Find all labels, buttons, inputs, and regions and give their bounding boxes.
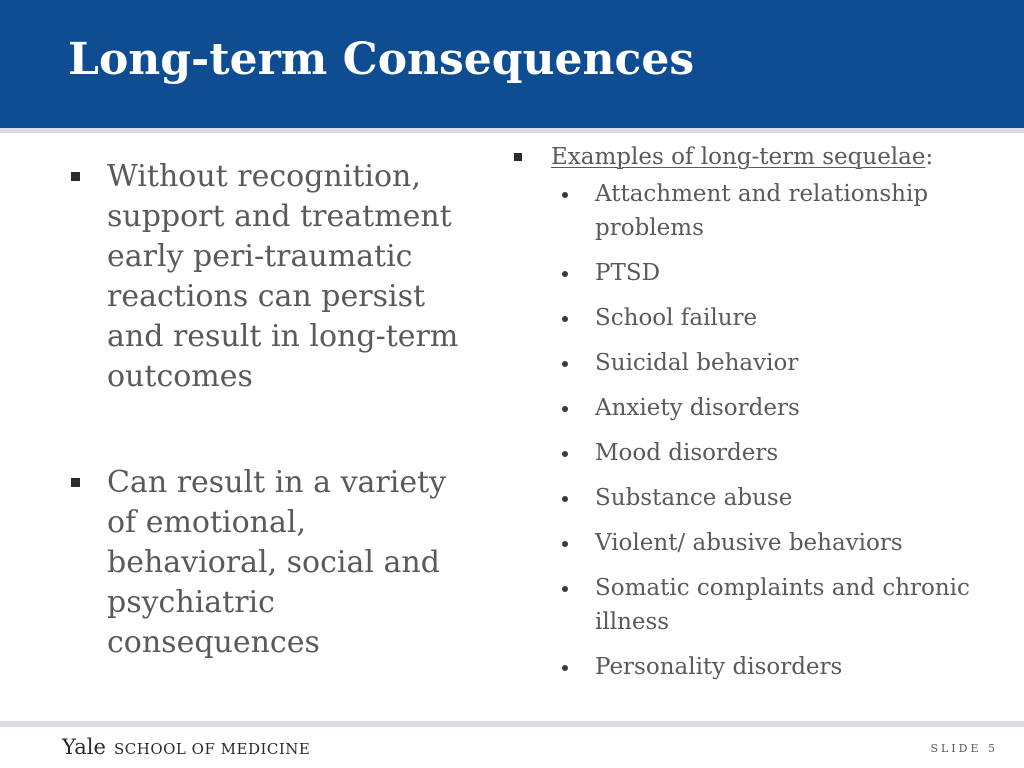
square-bullet-icon xyxy=(514,153,522,161)
list-item xyxy=(512,526,1012,560)
square-bullet-icon xyxy=(71,172,80,181)
examples-heading xyxy=(512,139,1012,175)
list-item xyxy=(512,650,1012,684)
square-bullet-icon xyxy=(71,478,80,487)
list-item-text: Anxiety disorders xyxy=(595,395,800,421)
slide-number: SLIDE 5 xyxy=(930,742,998,755)
logo-yale-wordmark: Yale xyxy=(62,735,106,759)
round-bullet-icon xyxy=(562,316,568,322)
examples-heading-colon: : xyxy=(925,144,934,170)
left-bullet-item xyxy=(70,463,480,663)
sequelae-list xyxy=(512,177,1012,684)
round-bullet-icon xyxy=(562,496,568,502)
list-item xyxy=(512,391,1012,425)
round-bullet-icon xyxy=(562,406,568,412)
list-item-text: Personality disorders xyxy=(595,654,843,680)
list-item-text: Suicidal behavior xyxy=(595,350,799,376)
footer-divider xyxy=(0,721,1024,727)
left-bullet-text: Without recognition, support and treatment early peri-traumatic reactions can persist and result in long-term outcomes xyxy=(107,159,459,394)
list-item-text: Substance abuse xyxy=(595,485,793,511)
left-bullet-item xyxy=(70,157,480,397)
round-bullet-icon xyxy=(562,665,568,671)
examples-heading-text: Examples of long-term sequelae xyxy=(551,144,926,170)
round-bullet-icon xyxy=(562,451,568,457)
round-bullet-icon xyxy=(562,586,568,592)
list-item-text: Violent/ abusive behaviors xyxy=(595,530,903,556)
list-item xyxy=(512,346,1012,380)
list-item xyxy=(512,436,1012,470)
title-bar xyxy=(0,0,1024,128)
list-item xyxy=(512,177,1012,245)
logo-school-text: SCHOOL OF MEDICINE xyxy=(114,740,311,758)
header-divider xyxy=(0,128,1024,133)
list-item-text: PTSD xyxy=(595,260,661,286)
list-item xyxy=(512,256,1012,290)
round-bullet-icon xyxy=(562,541,568,547)
round-bullet-icon xyxy=(562,271,568,277)
right-column xyxy=(512,139,1012,684)
list-item xyxy=(512,571,1012,639)
list-item-text: School failure xyxy=(595,305,758,331)
list-item-text: Mood disorders xyxy=(595,440,779,466)
left-column xyxy=(70,157,480,663)
list-item-text: Somatic complaints and chronic illness xyxy=(595,575,970,635)
list-item-text: Attachment and relationship problems xyxy=(595,181,929,241)
round-bullet-icon xyxy=(562,361,568,367)
left-bullet-text: Can result in a variety of emotional, behavioral, social and psychiatric consequences xyxy=(107,465,447,660)
slide-title: Long-term Consequences xyxy=(68,34,695,85)
list-item xyxy=(512,481,1012,515)
round-bullet-icon xyxy=(562,192,568,198)
yale-logo xyxy=(62,735,310,759)
list-item xyxy=(512,301,1012,335)
